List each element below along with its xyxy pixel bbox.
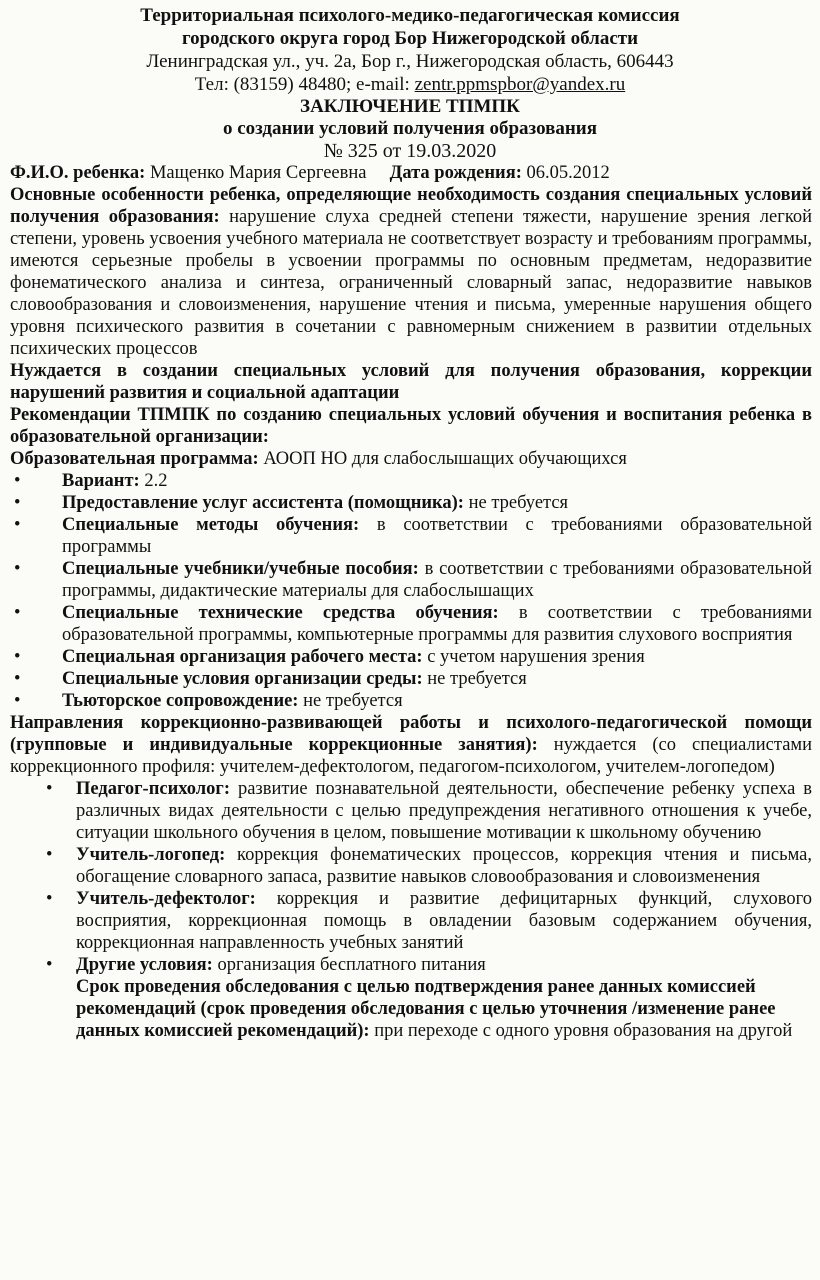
program-label: Образовательная программа: xyxy=(10,449,259,469)
term-label: Срок проведения обследования с целью подтверждения ранее данных комиссией рекомендаций (срок проведения обследования с целью уточнения /изменение ранее данных комиссией рекомендаций): xyxy=(76,977,776,1041)
child-name: Мащенко Мария Сергеевна xyxy=(149,163,367,183)
term-value: при переходе с одного уровня образования на другой xyxy=(374,1021,793,1041)
document-page xyxy=(0,4,820,1042)
condition-value: в соответствии с требованиями образовательной программы, дидактические материалы для слабослышащих xyxy=(62,559,812,601)
bullet-icon: • xyxy=(14,515,21,535)
bullet-icon: • xyxy=(46,845,53,865)
bullet-icon: • xyxy=(14,471,21,491)
bullet-icon: • xyxy=(14,559,21,579)
conditions-list xyxy=(0,470,820,712)
condition-item xyxy=(0,514,820,558)
condition-label: Специальные методы обучения: xyxy=(62,515,360,535)
condition-value: в соответствии с требованиями образовательной программы, компьютерные программы для развития слухового восприятия xyxy=(62,603,812,645)
bullet-icon: • xyxy=(14,603,21,623)
specialist-label: Учитель-дефектолог: xyxy=(76,889,256,909)
document-title xyxy=(0,96,820,162)
condition-label: Тьюторское сопровождение: xyxy=(62,691,299,711)
condition-label: Специальная организация рабочего места: xyxy=(62,647,423,667)
bullet-icon: • xyxy=(46,889,53,909)
letterhead xyxy=(0,4,820,96)
condition-item xyxy=(0,668,820,690)
specialist-item xyxy=(0,844,820,888)
org-address: Ленинградская ул., уч. 2а, Бор г., Нижегородская область, 606443 xyxy=(146,51,674,72)
condition-value: не требуется xyxy=(427,669,527,689)
condition-item xyxy=(0,602,820,646)
specialists-list xyxy=(0,778,820,976)
title-main: ЗАКЛЮЧЕНИЕ ТПМПК xyxy=(300,96,520,117)
directions-label: Направления коррекционно-развивающей работы и психолого-педагогической помощи (групповые и индивидуальные коррекционные занятия): xyxy=(10,713,812,755)
condition-item xyxy=(0,690,820,712)
email-link[interactable]: zentr.ppmspbor@yandex.ru xyxy=(414,74,626,95)
condition-value: с учетом нарушения зрения xyxy=(427,647,645,667)
condition-value: в соответствии с требованиями образовательной программы xyxy=(62,515,813,557)
condition-value: не требуется xyxy=(303,691,403,711)
child-name-label: Ф.И.О. ребенка: xyxy=(10,163,146,183)
condition-value: 2.2 xyxy=(144,471,168,491)
specialist-label: Другие условия: xyxy=(76,955,213,975)
features-text: нарушение слуха средней степени тяжести, нарушение зрения легкой степени, уровень усвоения учебного материала не соответствует возрасту и требованиям программы, имеются серьезные пробелы в усвоении программы по основным предметам, недоразвитие фонематического анализа и синтеза, ограниченный словарный запас, недоразвитие навыков словообразования и словоизменения, нарушение чтения и письма, умеренные нарушения общего уровня психического развития в сочетании с равномерным снижением в развитии отдельных психических процессов xyxy=(10,207,813,359)
recommendations-heading: Рекомендации ТПМПК по созданию специальных условий обучения и воспитания ребенка в образовательной организации: xyxy=(10,405,812,447)
condition-label: Специальные технические средства обучения: xyxy=(62,603,499,623)
needs-statement: Нуждается в создании специальных условий для получения образования, коррекции нарушений развития и социальной адаптации xyxy=(10,361,812,403)
bullet-icon: • xyxy=(14,691,21,711)
phone-text: Тел: (83159) 48480; e-mail: xyxy=(194,74,415,95)
specialist-item xyxy=(0,888,820,954)
features-paragraph xyxy=(0,184,820,360)
condition-label: Специальные условия организации среды: xyxy=(62,669,423,689)
directions-paragraph xyxy=(0,712,820,778)
condition-item xyxy=(0,646,820,668)
program-line xyxy=(0,448,820,470)
specialist-value: коррекция фонематических процессов, коррекция чтения и письма, обогащение словарного запаса, развитие навыков словообразования и словоизменения xyxy=(76,845,812,887)
condition-item xyxy=(0,470,820,492)
condition-label: Предоставление услуг ассистента (помощника): xyxy=(62,493,464,513)
specialist-item xyxy=(0,954,820,976)
child-info xyxy=(0,162,820,184)
features-label: Основные особенности ребенка, определяющие необходимость создания специальных условий получения образования: xyxy=(10,185,812,227)
specialist-value: коррекция и развитие дефицитарных функций, слухового восприятия, коррекционная помощь в овладении базовым содержанием обучения, коррекционная направленность учебных занятий xyxy=(76,889,812,953)
condition-value: не требуется xyxy=(468,493,569,513)
specialist-label: Педагог-психолог: xyxy=(76,779,230,799)
condition-item xyxy=(0,492,820,514)
dob-value: 06.05.2012 xyxy=(526,163,610,183)
term-paragraph xyxy=(0,976,820,1042)
org-name-line1: Территориальная психолого-медико-педагогическая комиссия xyxy=(140,5,680,26)
document-number: № 325 от 19.03.2020 xyxy=(323,140,497,162)
bullet-icon: • xyxy=(46,955,53,975)
specialist-value: развитие познавательной деятельности, обеспечение ребенку успеха в различных видах деятельности с целью предупреждения негативного отношения к учебе, ситуации школьного обучения в целом, повышение мотивации к школьному обучению xyxy=(76,779,813,843)
bullet-icon: • xyxy=(14,669,21,689)
condition-label: Специальные учебники/учебные пособия: xyxy=(62,559,419,579)
bullet-icon: • xyxy=(46,779,53,799)
dob-label: Дата рождения: xyxy=(389,163,522,183)
specialist-value: организация бесплатного питания xyxy=(217,955,486,975)
bullet-icon: • xyxy=(14,493,21,513)
program-value: АООП НО для слабослышащих обучающихся xyxy=(263,449,627,469)
specialist-label: Учитель-логопед: xyxy=(76,845,226,865)
bullet-icon: • xyxy=(14,647,21,667)
title-sub: о создании условий получения образования xyxy=(222,118,598,139)
org-contacts xyxy=(0,73,820,96)
directions-text: нуждается (со специалистами коррекционного профиля: учителем-дефектологом, педагогом-психологом, учителем-логопедом) xyxy=(10,735,813,777)
specialist-item xyxy=(0,778,820,844)
org-name-line2: городского округа город Бор Нижегородской области xyxy=(181,28,639,49)
condition-item xyxy=(0,558,820,602)
condition-label: Вариант: xyxy=(62,471,140,491)
